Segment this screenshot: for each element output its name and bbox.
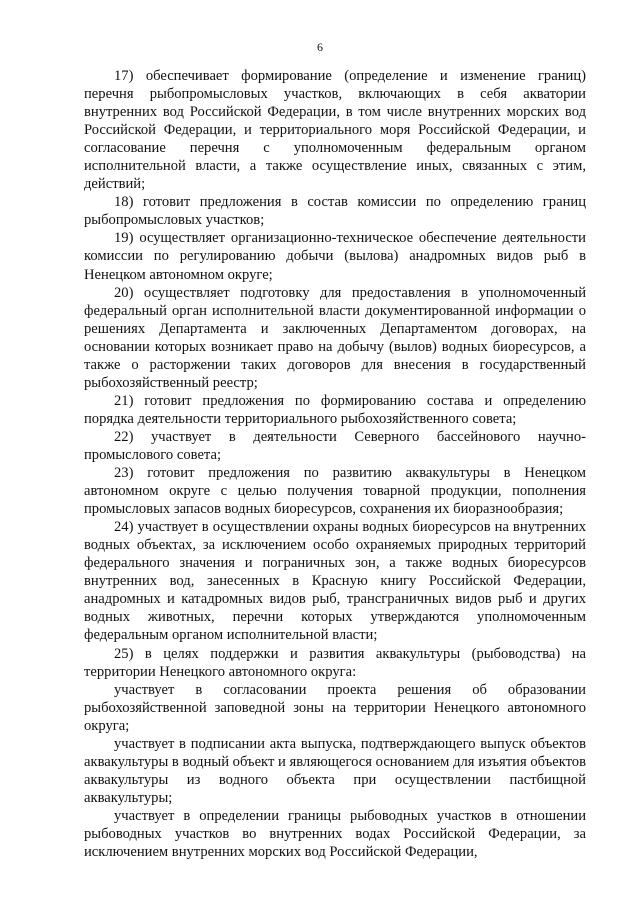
- paragraph-item-21: 21) готовит предложения по формированию состава и определению порядка деятельности территориального рыбохозяйственного совета;: [84, 392, 586, 427]
- paragraph-item-19: 19) осуществляет организационно-техническое обеспечение деятельности комиссии по регулированию добычи (вылова) анадромных видов рыб в Ненецком автономном округе;: [84, 230, 586, 283]
- paragraph-item-24: 24) участвует в осуществлении охраны водных биоресурсов на внутренних водных объектах, за исключением особо охраняемых природных территорий федерального значения и пограничных зон, а также водных биоресурсов внутренних вод, занесенных в Красную книгу Российской Федерации, анадромных и катадромных видов рыб, трансграничных видов рыб и других водных животных, перечни которых утверждаются уполномоченным федеральным органом исполнительной власти;: [84, 519, 586, 644]
- paragraph-item-25: 25) в целях поддержки и развития аквакультуры (рыбоводства) на территории Ненецкого автономного округа:: [84, 645, 586, 680]
- paragraph-item-18: 18) готовит предложения в состав комиссии по определению границ рыбопромысловых участков;: [84, 194, 586, 229]
- paragraph-item-20: 20) осуществляет подготовку для предоставления в уполномоченный федеральный орган исполнительной власти документированной информации о решениях Департамента и заключенных Департаментом договорах, на основании которых возникает право на добычу (вылов) водных биоресурсов, а также о расторжении таких договоров для внесения в государственный рыбохозяйственный реестр;: [84, 284, 586, 391]
- page-number: 6: [317, 40, 323, 54]
- paragraph-item-23: 23) готовит предложения по развитию аквакультуры в Ненецком автономном округе с целью получения товарной продукции, пополнения промысловых запасов водных биоресурсов, сохранения их биоразнообразия;: [84, 465, 586, 518]
- document-body: [84, 67, 586, 861]
- paragraph-item-17: 17) обеспечивает формирование (определение и изменение границ) перечня рыбопромысловых участков, включающих в себя акватории внутренних вод Российской Федерации, в том числе внутренних морских вод Российской Федерации, и территориального моря Российской Федерации, и согласование перечня с уполномоченным федеральным органом исполнительной власти, а также осуществление иных, связанных с этим, действий;: [84, 68, 586, 193]
- paragraph-item-22: 22) участвует в деятельности Северного бассейнового научно-промыслового совета;: [84, 428, 586, 463]
- paragraph-subitem-1: участвует в согласовании проекта решения об образовании рыбохозяйственной заповедной зоны на территории Ненецкого автономного округа;: [84, 681, 586, 734]
- paragraph-subitem-3: участвует в определении границы рыбоводных участков в отношении рыбоводных участков во внутренних водах Российской Федерации, за исключением внутренних морских вод Российской Федерации,: [84, 807, 586, 861]
- paragraph-subitem-2: участвует в подписании акта выпуска, подтверждающего выпуск объектов аквакультуры в водный объект и являющегося основанием для изъятия объектов аквакультуры из водного объекта при осуществлении пастбищной аквакультуры;: [84, 735, 586, 806]
